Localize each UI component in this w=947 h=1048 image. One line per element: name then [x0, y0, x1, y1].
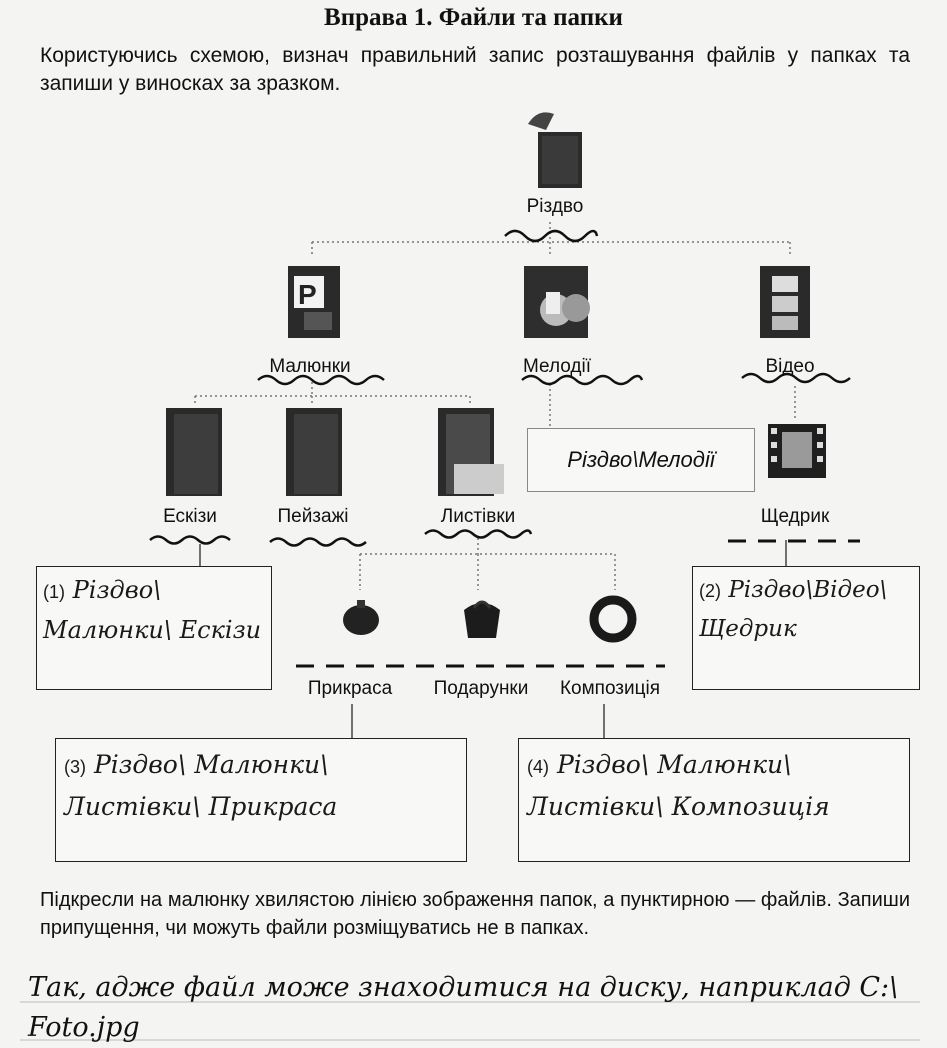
exercise-title: Вправа 1. Файли та папки	[324, 4, 623, 31]
folder-label-sketches: Ескізи	[163, 506, 217, 527]
video-folder-icon	[756, 262, 816, 347]
ornament-icon	[340, 598, 382, 643]
image-folder-icon	[284, 262, 344, 347]
callout-text-4: Різдво\ Малюнки\ Листівки\ Композиція	[527, 750, 830, 821]
folder-label-root: Різдво	[526, 196, 584, 217]
gift-bag-icon	[458, 596, 506, 645]
callout-box-1	[36, 566, 272, 690]
svg-text:P: P	[298, 279, 317, 310]
callout-box-4	[518, 738, 910, 862]
instruction-text: Користуючись схемою, визнач правильний запис розташування файлів у папках та запиши у виносках за зразком.	[40, 44, 910, 95]
file-label-composition: Композиція	[559, 678, 661, 699]
file-label-decoration: Прикраса	[307, 678, 393, 699]
folder-icon	[160, 404, 230, 505]
folder-label-landscapes: Пейзажі	[277, 506, 349, 527]
callout-number-3: (3)	[64, 757, 86, 777]
file-label-gifts: Подарунки	[433, 678, 529, 699]
wreath-icon	[588, 594, 638, 649]
film-file-icon	[766, 422, 828, 485]
handwritten-answer: Так, адже файл може знаходитися на диску, наприклад C:\ Foto.jpg	[28, 972, 899, 1043]
sample-path-text: Різдво\Мелодії	[567, 447, 715, 472]
folder-label-melodies: Мелодії	[522, 356, 591, 377]
folder-label-postcards: Листівки	[440, 506, 516, 527]
callout-box-3	[55, 738, 467, 862]
footer-instruction: Підкресли на малюнку хвилястою лінією зображення папок, а пунктирною — файлів. Запиши припущення, чи можуть файли розміщуватись не в папках.	[40, 889, 910, 939]
callout-text-1: Різдво\ Малюнки\ Ескізи	[43, 576, 262, 644]
callout-number-1: (1)	[43, 582, 65, 602]
folder-icon	[432, 404, 512, 505]
callout-box-2	[692, 566, 920, 690]
callout-number-2: (2)	[699, 581, 721, 601]
folder-label-pictures: Малюнки	[269, 356, 351, 377]
callout-text-3: Різдво\ Малюнки\ Листівки\ Прикраса	[64, 750, 338, 821]
file-label-shchedryk: Щедрик	[760, 506, 830, 527]
folder-label-video: Відео	[765, 356, 815, 377]
music-folder-icon	[520, 262, 600, 347]
root-folder-icon	[520, 112, 586, 195]
callout-text-2: Різдво\Відео\ Щедрик	[699, 577, 888, 642]
callout-number-4: (4)	[527, 757, 549, 777]
folder-icon	[280, 404, 350, 505]
sample-path-box	[527, 428, 755, 492]
